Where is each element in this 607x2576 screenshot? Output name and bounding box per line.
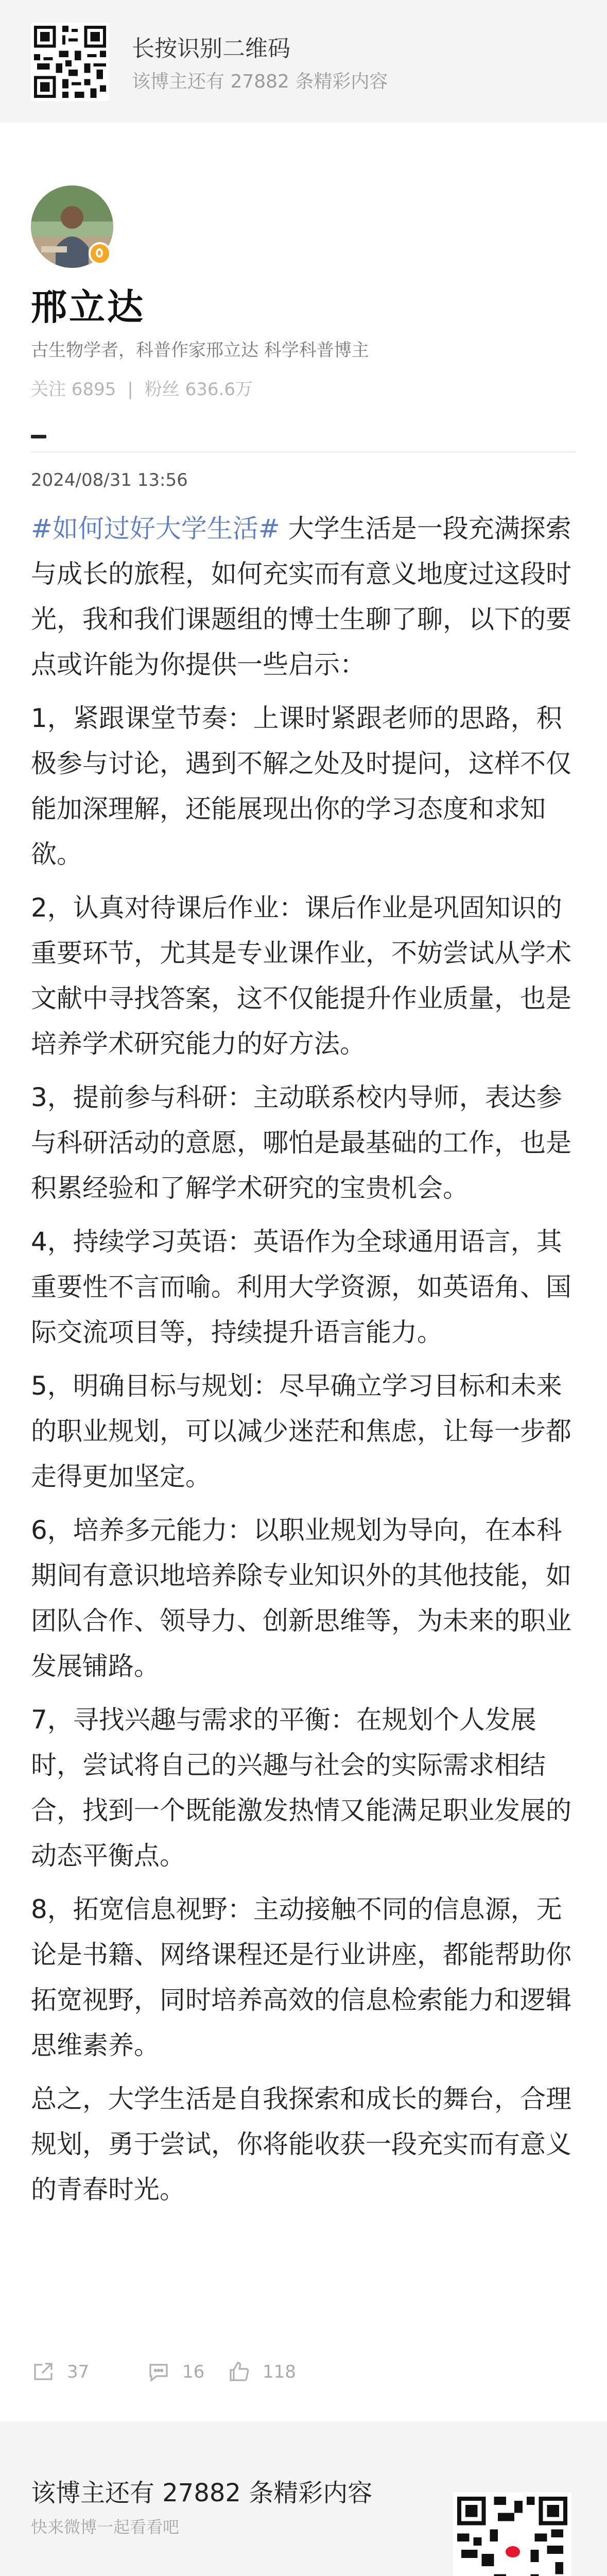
user-name[interactable]: 邢立达 xyxy=(31,286,145,328)
like-count: 118 xyxy=(263,2362,296,2382)
post-paragraph: 4，持续学习英语：英语作为全球通用语言，其重要性不言而喻。利用大学资源，如英语角、国际交流项目等，持续提升语言能力。 xyxy=(31,1227,571,1347)
qr-code-icon[interactable] xyxy=(31,23,109,101)
stats-separator: | xyxy=(127,379,133,400)
user-stats xyxy=(31,375,253,400)
banner-subtitle: 该博主还有 27882 条精彩内容 xyxy=(132,71,388,92)
like-icon xyxy=(227,2360,251,2384)
post-action-bar xyxy=(31,2360,576,2391)
post-paragraph: 8，拓宽信息视野：主动接触不同的信息源，无论是书籍、网络课程还是行业讲座，都能帮助你拓宽视野，同时培养高效的信息检索能力和逻辑思维素养。 xyxy=(31,1894,571,2060)
followers-count[interactable]: 关注 6895 xyxy=(31,379,116,400)
banner-title: 长按识别二维码 xyxy=(132,36,290,62)
like-button[interactable] xyxy=(227,2360,296,2384)
user-intro: 古生物学者，科普作家邢立达 科学科普博主 xyxy=(31,340,369,361)
post-paragraph: 3，提前参与科研：主动联系校内导师，表达参与科研活动的意愿，哪怕是最基础的工作，也是积累经验和了解学术研究的宝贵机会。 xyxy=(31,1082,571,1203)
comment-icon xyxy=(146,2360,171,2384)
post-paragraph: 总之，大学生活是自我探索和成长的舞台，合理规划，勇于尝试，你将能收获一段充实而有意义的青春时光。 xyxy=(31,2084,571,2205)
post-body xyxy=(31,506,578,2221)
post-paragraph: 6，培养多元能力：以职业规划为导向，在本科期间有意识地培养除专业知识外的其他技能，如团队合作、领导力、创新思维等，为未来的职业发展铺路。 xyxy=(31,1515,571,1681)
section-divider xyxy=(31,451,576,452)
post-paragraph: 5，明确目标与规划：尽早确立学习目标和未来的职业规划，可以减少迷茫和焦虑，让每一步都走得更加坚定。 xyxy=(31,1371,571,1492)
post-paragraph: 2，认真对待课后作业：课后作业是巩固知识的重要环节，尤其是专业课作业，不妨尝试从学术文献中寻找答案，这不仅能提升作业质量，也是培养学术研究能力的好方法。 xyxy=(31,893,571,1059)
forward-count: 37 xyxy=(67,2362,90,2382)
verified-badge-icon xyxy=(89,242,111,265)
post-paragraph: 1，紧跟课堂节奏：上课时紧跟老师的思路，积极参与讨论，遇到不解之处及时提问，这样不仅能加深理解，还能展现出你的学习态度和求知欲。 xyxy=(31,703,571,869)
bottom-banner-subtitle: 快来微博一起看看吧 xyxy=(31,2517,180,2537)
forward-icon xyxy=(31,2360,56,2384)
forward-button[interactable] xyxy=(31,2360,89,2384)
weibo-logo-icon xyxy=(502,2541,525,2564)
bottom-banner-title: 该博主还有 27882 条精彩内容 xyxy=(31,2479,373,2507)
post-paragraph: 7，寻找兴趣与需求的平衡：在规划个人发展时，尝试将自己的兴趣与社会的实际需求相结合，找到一个既能激发热情又能满足职业发展的动态平衡点。 xyxy=(31,1705,571,1871)
profile-dash-divider xyxy=(31,435,46,438)
post-date: 2024/08/31 13:56 xyxy=(31,470,188,490)
topic-hashtag-link[interactable]: #如何过好大学生活# xyxy=(31,514,280,544)
comment-count: 16 xyxy=(182,2362,205,2382)
top-qr-banner[interactable] xyxy=(0,0,607,123)
post-intro-text: 大学生活是一段充满探索与成长的旅程，如何充实而有意义地度过这段时光，我和我们课题组的博士生聊了聊，以下的要点或许能为你提供一些启示： xyxy=(31,514,571,680)
fans-count[interactable]: 粉丝 636.6万 xyxy=(144,379,253,400)
comment-button[interactable] xyxy=(146,2360,204,2384)
post-paragraph-intro xyxy=(31,506,578,687)
